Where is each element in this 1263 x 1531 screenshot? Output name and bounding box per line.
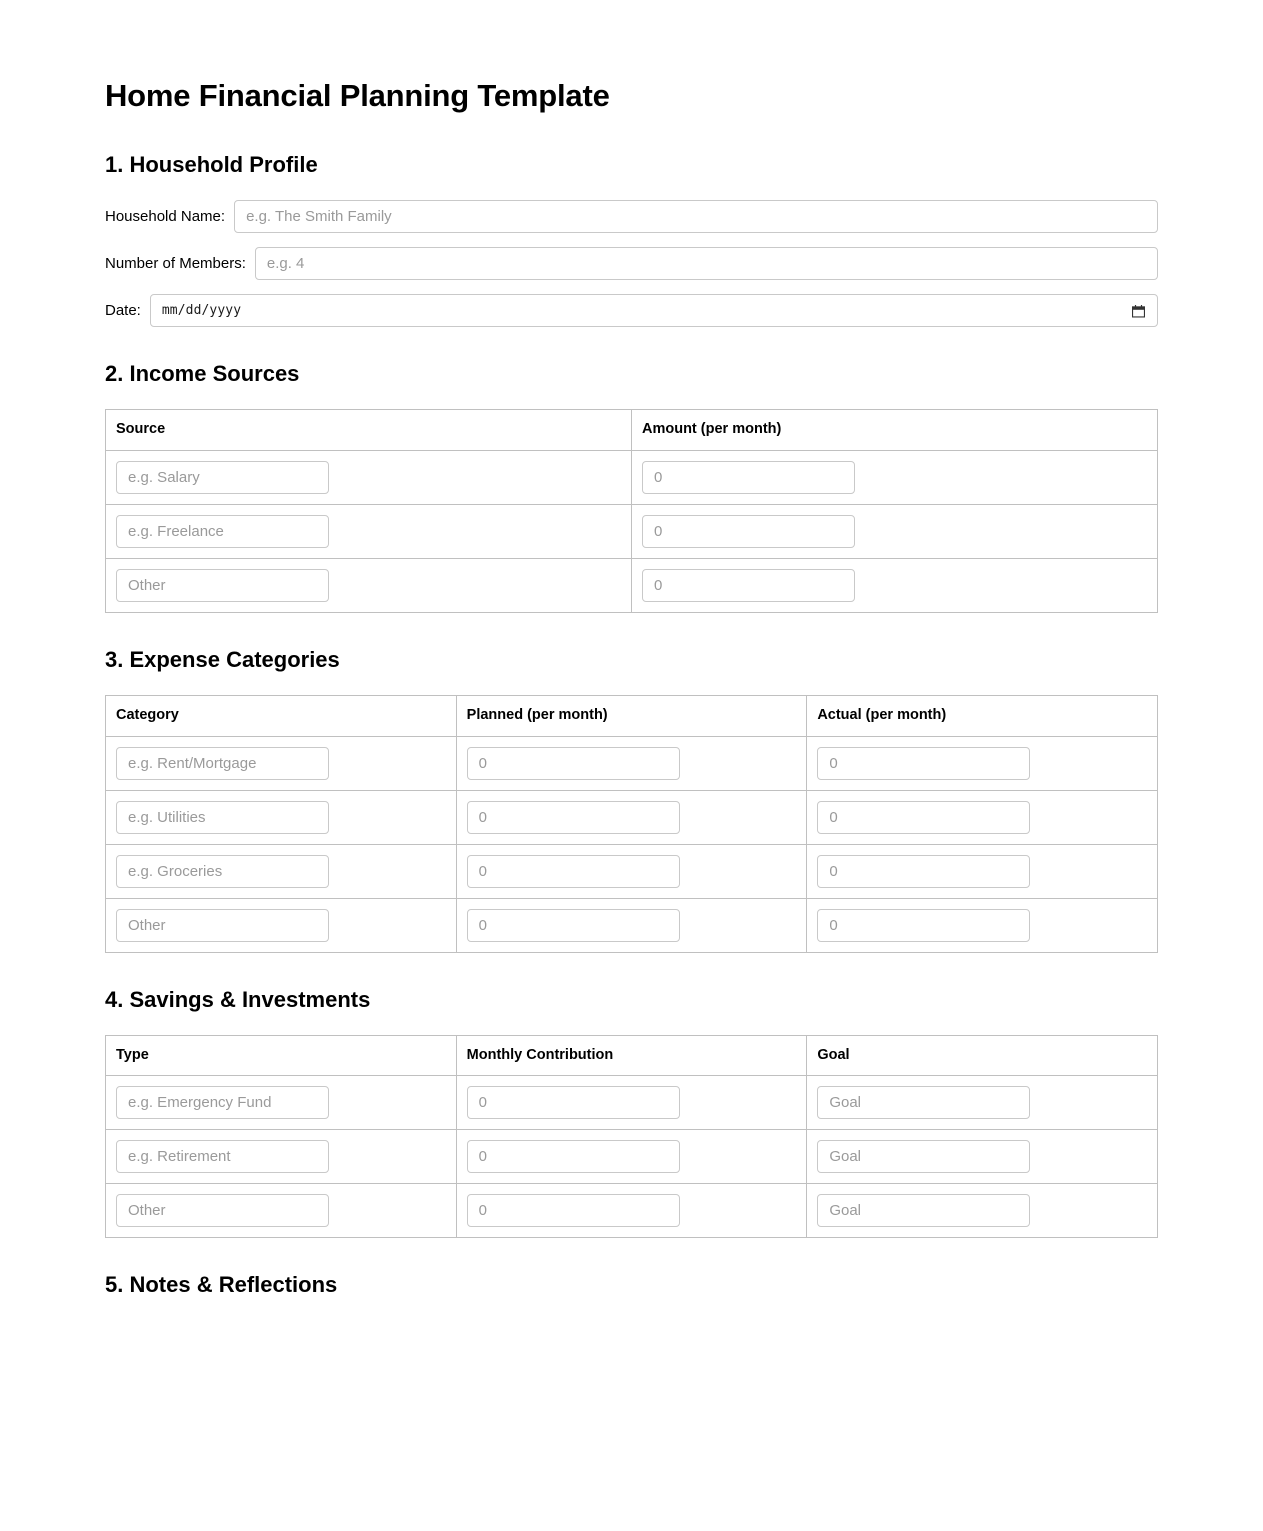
cell-amount <box>632 504 1158 558</box>
table-header-row <box>106 696 1158 736</box>
household-name-input[interactable] <box>234 200 1158 233</box>
date-label: Date: <box>105 302 141 320</box>
table-row <box>106 1076 1158 1130</box>
column-header-goal: Goal <box>807 1035 1158 1075</box>
cell-category <box>106 844 457 898</box>
expense-planned-input[interactable] <box>467 855 680 888</box>
table-row <box>106 1184 1158 1238</box>
expense-actual-input[interactable] <box>817 801 1030 834</box>
table-row <box>106 1130 1158 1184</box>
table-header-row <box>106 1035 1158 1075</box>
column-header-source: Source <box>106 410 632 450</box>
income-amount-input[interactable] <box>642 461 855 494</box>
cell-amount <box>632 558 1158 612</box>
expense-category-input[interactable] <box>116 801 329 834</box>
cell-actual <box>807 736 1158 790</box>
column-header-actual: Actual (per month) <box>807 696 1158 736</box>
page-title: Home Financial Planning Template <box>105 78 610 113</box>
income-amount-input[interactable] <box>642 569 855 602</box>
cell-goal <box>807 1184 1158 1238</box>
cell-contribution <box>456 1076 807 1130</box>
table-header-row <box>106 410 1158 450</box>
number-of-members-label: Number of Members: <box>105 255 246 273</box>
savings-contribution-input[interactable] <box>467 1086 680 1119</box>
household-name-label: Household Name: <box>105 208 226 226</box>
savings-contribution-input[interactable] <box>467 1194 680 1227</box>
section-notes-reflections <box>105 1272 1158 1298</box>
cell-category <box>106 790 457 844</box>
cell-planned <box>456 844 807 898</box>
savings-goal-input[interactable] <box>817 1086 1030 1119</box>
cell-type <box>106 1130 457 1184</box>
section-income-sources <box>105 361 1158 613</box>
savings-type-input[interactable] <box>116 1140 329 1173</box>
column-header-amount: Amount (per month) <box>632 410 1158 450</box>
table-row <box>106 736 1158 790</box>
income-amount-input[interactable] <box>642 515 855 548</box>
cell-planned <box>456 736 807 790</box>
cell-actual <box>807 898 1158 952</box>
date-format-text: mm/dd/yyyy <box>161 303 242 319</box>
cell-source <box>106 450 632 504</box>
income-table <box>105 409 1158 612</box>
cell-source <box>106 504 632 558</box>
cell-planned <box>456 898 807 952</box>
cell-source <box>106 558 632 612</box>
cell-type <box>106 1076 457 1130</box>
section-heading-expenses: 3. Expense Categories <box>105 646 340 672</box>
section-heading-notes: 5. Notes & Reflections <box>105 1272 338 1298</box>
cell-actual <box>807 844 1158 898</box>
table-row <box>106 844 1158 898</box>
cell-type <box>106 1184 457 1238</box>
expense-category-input[interactable] <box>116 747 329 780</box>
cell-goal <box>807 1076 1158 1130</box>
cell-category <box>106 898 457 952</box>
field-row-date <box>105 294 1158 327</box>
expenses-table <box>105 695 1158 952</box>
expense-planned-input[interactable] <box>467 801 680 834</box>
cell-amount <box>632 450 1158 504</box>
calendar-icon[interactable] <box>1132 304 1145 317</box>
section-heading-income: 2. Income Sources <box>105 361 300 387</box>
column-header-monthly-contribution: Monthly Contribution <box>456 1035 807 1075</box>
column-header-type: Type <box>106 1035 457 1075</box>
savings-contribution-input[interactable] <box>467 1140 680 1173</box>
section-household-profile <box>105 152 1158 327</box>
expense-planned-input[interactable] <box>467 909 680 942</box>
savings-type-input[interactable] <box>116 1194 329 1227</box>
income-source-input[interactable] <box>116 569 329 602</box>
expense-actual-input[interactable] <box>817 855 1030 888</box>
savings-table <box>105 1035 1158 1238</box>
cell-planned <box>456 790 807 844</box>
expense-category-input[interactable] <box>116 909 329 942</box>
field-row-household-name <box>105 200 1158 233</box>
section-expense-categories <box>105 647 1158 953</box>
cell-goal <box>807 1130 1158 1184</box>
expense-category-input[interactable] <box>116 855 329 888</box>
number-of-members-input[interactable] <box>255 247 1158 280</box>
table-row <box>106 898 1158 952</box>
section-heading-savings: 4. Savings & Investments <box>105 986 371 1012</box>
income-source-input[interactable] <box>116 461 329 494</box>
cell-contribution <box>456 1184 807 1238</box>
savings-goal-input[interactable] <box>817 1194 1030 1227</box>
field-row-number-of-members <box>105 247 1158 280</box>
section-savings-investments <box>105 987 1158 1239</box>
cell-category <box>106 736 457 790</box>
savings-goal-input[interactable] <box>817 1140 1030 1173</box>
table-row <box>106 450 1158 504</box>
table-row <box>106 790 1158 844</box>
date-input[interactable] <box>150 294 1158 327</box>
column-header-category: Category <box>106 696 457 736</box>
section-heading-household: 1. Household Profile <box>105 151 318 177</box>
income-source-input[interactable] <box>116 515 329 548</box>
cell-actual <box>807 790 1158 844</box>
table-row <box>106 504 1158 558</box>
column-header-planned: Planned (per month) <box>456 696 807 736</box>
expense-planned-input[interactable] <box>467 747 680 780</box>
expense-actual-input[interactable] <box>817 909 1030 942</box>
cell-contribution <box>456 1130 807 1184</box>
expense-actual-input[interactable] <box>817 747 1030 780</box>
savings-type-input[interactable] <box>116 1086 329 1119</box>
table-row <box>106 558 1158 612</box>
